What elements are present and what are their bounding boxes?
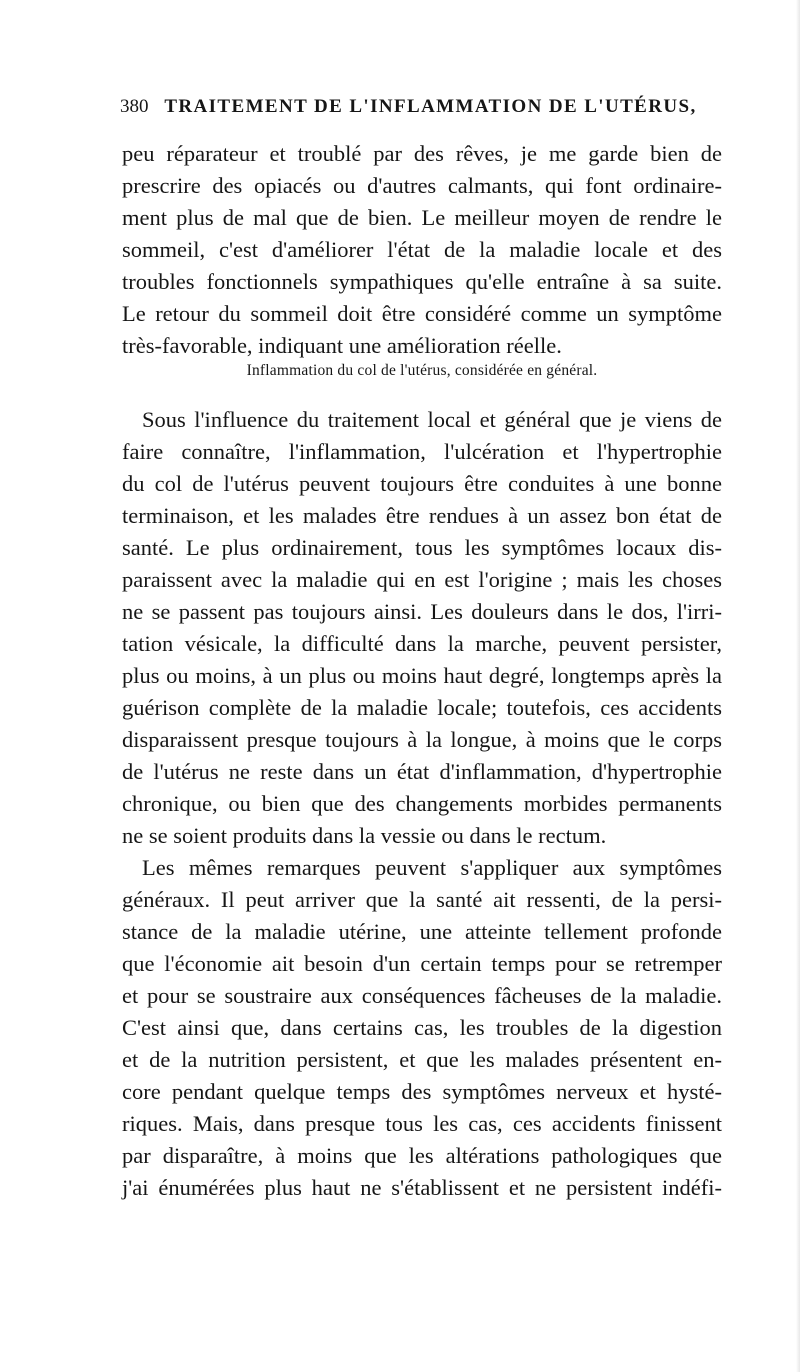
text-line: peu réparateur et troublé par des rêves, je me garde bien de	[122, 141, 722, 166]
section-heading: Inflammation du col de l'utérus, considérée en général.	[246, 362, 598, 379]
text-line: ment plus de mal que de bien. Le meilleur moyen de rendre le	[122, 205, 722, 230]
text-line: de l'utérus ne reste dans un état d'inflammation, d'hypertrophie	[122, 759, 722, 784]
running-title: TRAITEMENT DE L'INFLAMMATION DE L'UTÉRUS,	[164, 96, 697, 117]
text-line: Le retour du sommeil doit être considéré comme un symptôme	[122, 301, 722, 326]
text-line: généraux. Il peut arriver que la santé ait ressenti, de la persi-	[122, 887, 722, 912]
text-line: ne se passent pas toujours ainsi. Les douleurs dans le dos, l'irri-	[122, 599, 722, 624]
text-line: core pendant quelque temps des symptômes nerveux et hysté-	[122, 1079, 722, 1104]
text-line: que l'économie ait besoin d'un certain temps pour se retremper	[122, 951, 722, 976]
text-line: faire connaître, l'inflammation, l'ulcération et l'hypertrophie	[122, 439, 722, 464]
text-line: et de la nutrition persistent, et que les malades présentent en-	[122, 1047, 722, 1072]
text-line: paraissent avec la maladie qui en est l'origine ; mais les choses	[122, 567, 722, 592]
text-line: tation vésicale, la difficulté dans la marche, peuvent persister,	[122, 631, 722, 656]
text-line: et pour se soustraire aux conséquences fâcheuses de la maladie.	[122, 983, 722, 1008]
text-line: disparaissent presque toujours à la longue, à moins que le corps	[122, 727, 722, 752]
text-line: Sous l'influence du traitement local et général que je viens de	[142, 407, 722, 432]
text-line: stance de la maladie utérine, une atteinte tellement profonde	[122, 919, 722, 944]
text-line: C'est ainsi que, dans certains cas, les troubles de la digestion	[122, 1015, 722, 1040]
text-line: sommeil, c'est d'améliorer l'état de la maladie locale et des	[122, 237, 722, 262]
text-line: du col de l'utérus peuvent toujours être conduites à une bonne	[122, 471, 722, 496]
page-number: 380	[120, 96, 149, 117]
text-line: par disparaître, à moins que les altérations pathologiques que	[122, 1143, 722, 1168]
text-line: guérison complète de la maladie locale; toutefois, ces accidents	[122, 695, 722, 720]
paragraph-continuation	[122, 138, 722, 362]
paragraph-treatment-outcome	[122, 404, 722, 852]
text-line: santé. Le plus ordinairement, tous les symptômes locaux dis-	[122, 535, 722, 560]
text-line: terminaison, et les malades être rendues à un assez bon état de	[122, 503, 722, 528]
page-edge-shadow	[796, 0, 800, 1372]
text-line: prescrire des opiacés ou d'autres calmants, qui font ordinaire-	[122, 173, 722, 198]
running-header	[120, 96, 720, 118]
text-line: très-favorable, indiquant une amélioration réelle.	[122, 333, 562, 358]
text-line: ne se soient produits dans la vessie ou dans le rectum.	[122, 823, 607, 848]
text-line: chronique, ou bien que des changements morbides permanents	[122, 791, 722, 816]
paragraph-general-symptoms	[122, 852, 722, 1204]
text-line: Les mêmes remarques peuvent s'appliquer aux symptômes	[142, 855, 722, 880]
text-line: riques. Mais, dans presque tous les cas, ces accidents finissent	[122, 1111, 722, 1136]
text-line: troubles fonctionnels sympathiques qu'elle entraîne à sa suite.	[122, 269, 722, 294]
text-line: plus ou moins, à un plus ou moins haut degré, longtemps après la	[122, 663, 722, 688]
text-line: j'ai énumérées plus haut ne s'établissent et ne persistent indéfi-	[122, 1175, 722, 1200]
